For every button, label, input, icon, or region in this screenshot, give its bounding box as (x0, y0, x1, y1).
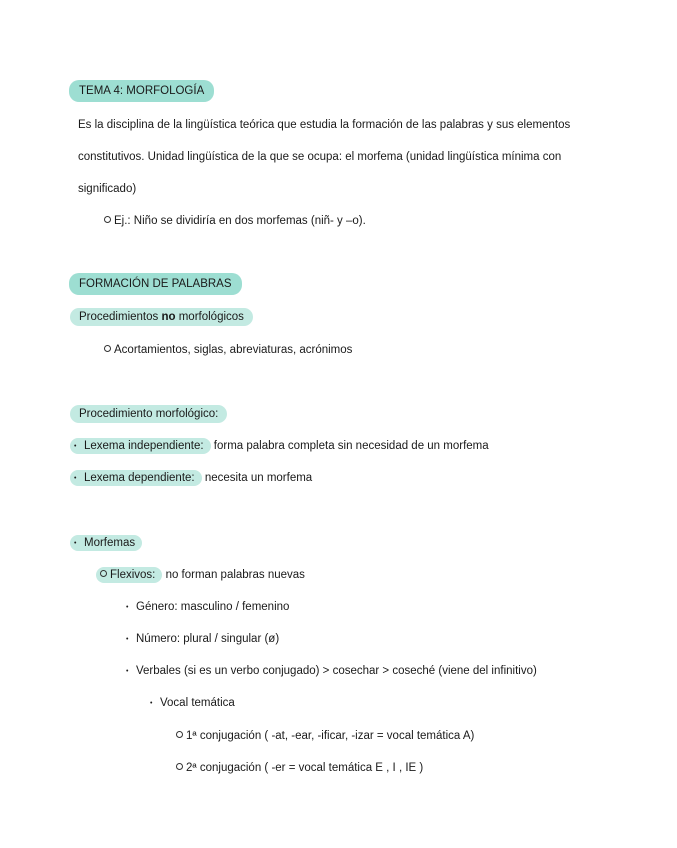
heading-formacion (69, 276, 242, 292)
lexema-dependiente-highlight (70, 470, 202, 486)
circle-bullet-icon (104, 345, 111, 352)
subheading-proc-no (70, 309, 253, 325)
verbales-item (126, 663, 537, 680)
numero-item (126, 631, 279, 648)
proc-no-bold: no (161, 311, 176, 323)
bullet-icon: • (74, 540, 77, 547)
paragraph-line-3: significado) (78, 183, 137, 195)
lexema-independiente-highlight (70, 438, 211, 454)
proc-no-item (104, 342, 352, 358)
numero-text: Número: plural / singular (ø) (136, 633, 280, 645)
circle-bullet-icon (176, 731, 183, 738)
proc-no-pre: Procedimientos (79, 311, 162, 323)
subheading-proc-morf-label: Procedimiento morfológico: (70, 405, 227, 423)
bullet-icon: • (150, 700, 153, 707)
lexema-independiente-text: forma palabra completa sin necesidad de un morfema (210, 440, 489, 452)
flexivos-text: no forman palabras nuevas (162, 569, 305, 581)
conjugacion-2-text: 2ª conjugación ( -er = vocal temática E , I , IE ) (186, 762, 424, 774)
example-item (104, 213, 366, 229)
circle-bullet-icon (176, 763, 183, 770)
example-text: Ej.: Niño se dividiría en dos morfemas (niñ- y –o). (114, 215, 366, 227)
lexema-independiente-item (70, 438, 489, 455)
heading-tema-4-label: TEMA 4: MORFOLOGÍA (69, 80, 214, 102)
circle-bullet-icon (104, 216, 111, 223)
subheading-proc-morf (70, 406, 227, 422)
lexema-dependiente-label: Lexema dependiente: (84, 472, 195, 484)
conjugacion-1-text: 1ª conjugación ( -at, -ear, -ificar, -izar = vocal temática A) (186, 730, 475, 742)
lexema-independiente-label: Lexema independiente: (84, 440, 204, 452)
flexivos-highlight (96, 567, 162, 583)
circle-bullet-icon (100, 570, 107, 577)
lexema-dependiente-item (70, 470, 312, 487)
paragraph-line-1: Es la disciplina de la lingüística teórica que estudia la formación de las palabras y sus elementos (78, 119, 571, 131)
morfemas-highlight (70, 535, 142, 551)
proc-no-post: morfológicos (175, 311, 244, 323)
paragraph-line-2: constitutivos. Unidad lingüística de la que se ocupa: el morfema (unidad lingüística mínima con (78, 151, 562, 163)
flexivos-item (96, 567, 305, 583)
vocal-tematica-item (150, 695, 235, 712)
subheading-proc-no-label (70, 308, 253, 326)
lexema-dependiente-text: necesita un morfema (201, 472, 313, 484)
heading-formacion-label: FORMACIÓN DE PALABRAS (69, 273, 242, 295)
verbales-text: Verbales (si es un verbo conjugado) > cosechar > coseché (viene del infinitivo) (136, 665, 537, 677)
morfemas-label: Morfemas (84, 537, 136, 549)
bullet-icon: • (74, 475, 77, 482)
bullet-icon: • (126, 636, 129, 643)
morfemas-item (70, 535, 142, 552)
genero-item (126, 599, 289, 616)
bullet-icon: • (126, 668, 129, 675)
conjugacion-2-item (176, 760, 423, 776)
bullet-icon: • (74, 443, 77, 450)
conjugacion-1-item (176, 728, 474, 744)
vocal-tematica-text: Vocal temática (160, 697, 235, 709)
genero-text: Género: masculino / femenino (136, 601, 290, 613)
proc-no-item-text: Acortamientos, siglas, abreviaturas, acrónimos (114, 344, 353, 356)
bullet-icon: • (126, 604, 129, 611)
flexivos-label: Flexivos: (110, 569, 156, 581)
heading-tema-4 (69, 83, 214, 99)
